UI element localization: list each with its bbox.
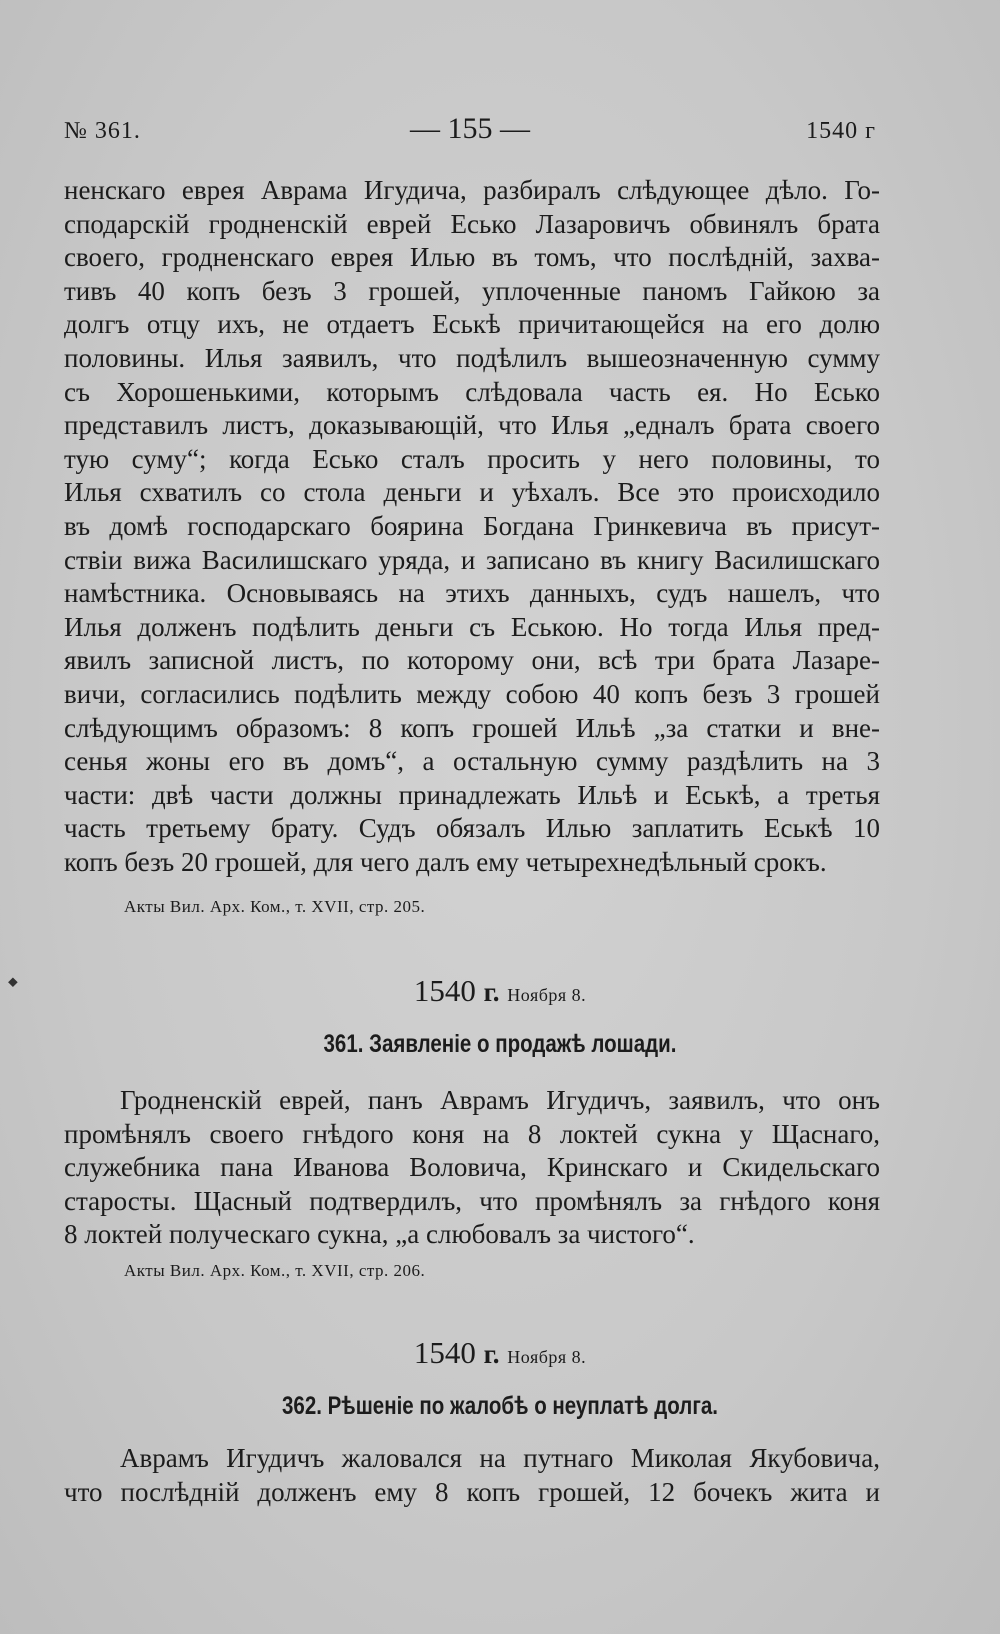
- text-line: старосты. Щасный подтвердилъ, что промѣнялъ за гнѣдого коня: [64, 1185, 880, 1216]
- text-line: что послѣдній долженъ ему 8 копъ грошей, 12 бочекъ жита и: [64, 1476, 880, 1507]
- text-line: 8 локтей получескаго сукна, „а слюбовалъ за чистого“.: [64, 1219, 695, 1250]
- text-line: въ домѣ господарскаго боярина Богдана Гринкевича въ присут-: [64, 510, 880, 541]
- date-day: Ноября 8.: [507, 985, 587, 1005]
- text-line: копъ безъ 20 грошей, для чего далъ ему четырехнедѣльный срокъ.: [64, 846, 827, 877]
- paragraph-2: [64, 1084, 880, 1252]
- text-line: съ Хорошенькими, которымъ слѣдовала часть ея. Но Есько: [64, 376, 880, 407]
- text-line: ненскаго еврея Аврама Игудича, разбиралъ слѣдующее дѣло. Го-: [64, 175, 880, 205]
- text-line: Аврамъ Игудичъ жаловался на путнаго Миколая Якубовича,: [120, 1443, 880, 1473]
- date-year: 1540: [413, 973, 476, 1008]
- date-year-suffix: г.: [483, 1339, 500, 1369]
- text-line: сподарскій гродненскій еврей Есько Лазаровичъ обвинялъ брата: [64, 208, 880, 239]
- text-line: намѣстника. Основываясь на этихъ данныхъ, судъ нашелъ, что: [64, 578, 880, 609]
- paragraph-3: [64, 1442, 880, 1509]
- text-line: долгъ отцу ихъ, не отдаетъ Еськѣ причитающейся на его долю: [64, 309, 880, 340]
- text-line: Илья долженъ подѣлить деньги съ Еською. Но тогда Илья пред-: [64, 611, 880, 642]
- document-number: № 361.: [64, 118, 141, 144]
- text-line: тивъ 40 копъ безъ 3 грошей, уплоченные паномъ Гайкою за: [64, 275, 880, 306]
- document-date: [0, 1335, 1000, 1371]
- text-line: промѣнялъ своего гнѣдого коня на 8 локтей сукна у Щаснаго,: [64, 1118, 880, 1149]
- text-line: половины. Илья заявилъ, что подѣлилъ вышеозначенную сумму: [64, 342, 880, 373]
- text-line: своего, гродненскаго еврея Илью въ томъ, что послѣдній, захва-: [64, 242, 880, 273]
- text-line: ствіи вижа Василишскаго уряда, и записано въ книгу Василишскаго: [64, 544, 880, 575]
- source-citation: Акты Вил. Арх. Ком., т. XVII, стр. 205.: [124, 897, 426, 916]
- text-line: служебника пана Иванова Воловича, Кринскаго и Скидельскаго: [64, 1152, 880, 1183]
- margin-mark: ⬥: [8, 975, 18, 990]
- header-year: 1540 г: [806, 118, 876, 144]
- document-title: 361. Заявленіе о продажѣ лошади.: [323, 1030, 677, 1058]
- text-line: Гродненскій еврей, панъ Аврамъ Игудичъ, заявилъ, что онъ: [120, 1085, 880, 1115]
- text-line: представилъ листъ, доказывающій, что Илья „едналъ брата своего: [64, 410, 880, 441]
- text-line: тую суму“; когда Есько сталъ просить у него половины, то: [64, 443, 880, 474]
- document-title: 362. Рѣшеніе по жалобѣ о неуплатѣ долга.: [282, 1392, 718, 1420]
- text-line: части: двѣ части должны принадлежать Ильѣ и Еськѣ, а третья: [64, 779, 880, 810]
- source-citation: Акты Вил. Арх. Ком., т. XVII, стр. 206.: [124, 1261, 426, 1280]
- running-head: [64, 112, 876, 152]
- text-line: вичи, согласились подѣлить между собою 40 копъ безъ 3 грошей: [64, 678, 880, 709]
- text-line: явилъ записной листъ, по которому они, всѣ три брата Лазаре-: [64, 645, 880, 676]
- document-date: [0, 973, 1000, 1009]
- date-year: 1540: [413, 1335, 476, 1370]
- text-line: слѣдующимъ образомъ: 8 копъ грошей Ильѣ „за статки и вне-: [64, 712, 880, 743]
- date-day: Ноября 8.: [507, 1347, 587, 1367]
- text-line: часть третьему брату. Судъ обязалъ Илью заплатить Еськѣ 10: [64, 813, 880, 844]
- text-line: сенья жоны его въ домъ“, а остальную сумму раздѣлить на 3: [64, 746, 880, 777]
- text-line: Илья схватилъ со стола деньги и уѣхалъ. Все это происходило: [64, 477, 880, 508]
- paragraph-1: [64, 174, 880, 879]
- page-number: — 155 —: [410, 112, 530, 145]
- date-year-suffix: г.: [483, 977, 500, 1007]
